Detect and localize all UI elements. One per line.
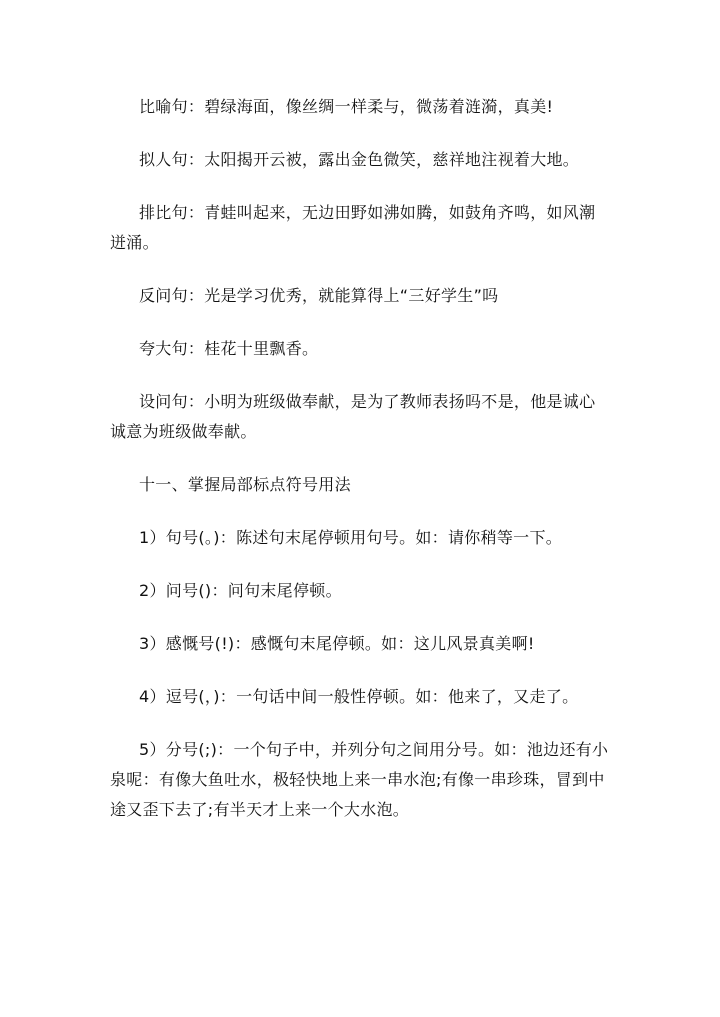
paragraph-period: 1）句号(。)：陈述句末尾停顿用句号。如：请你稍等一下。: [139, 528, 563, 547]
paragraph-question-mark: 2）问号()：问句末尾停顿。: [139, 581, 342, 600]
paragraph-set-question: 设问句：小明为班级做奉献，是为了教师表扬吗不是，他是诚心诚意为班级做奉献。: [110, 392, 596, 441]
paragraph-personification: 拟人句：太阳揭开云被，露出金色微笑，慈祥地注视着大地。: [139, 150, 580, 169]
paragraph-comma: 4）逗号(，)：一句话中间一般性停顿。如：他来了，又走了。: [139, 687, 579, 706]
paragraph-metaphor: 比喻句：碧绿海面，像丝绸一样柔与，微荡着涟漪，真美!: [139, 97, 554, 116]
paragraph-hyperbole: 夸大句：桂花十里飘香。: [139, 339, 319, 358]
paragraph-parallelism: 排比句：青蛙叫起来，无边田野如沸如腾，如鼓角齐鸣，如风潮迸涌。: [110, 203, 596, 252]
paragraph-rhetorical-question: 反问句：光是学习优秀，就能算得上“三好学生”吗: [139, 286, 499, 305]
paragraph-semicolon: 5）分号(;)：一个句子中，并列分句之间用分号。如：池边还有小泉呢：有像大鱼吐水，极轻快地上来一串水泡;有像一串珍珠，冒到中途又歪下去了;有半天才上来一个大水泡。: [110, 740, 609, 819]
section-heading-punctuation: 十一、掌握局部标点符号用法: [139, 475, 351, 494]
document-body: [110, 92, 610, 825]
paragraph-exclamation-mark: 3）感慨号(!)：感慨句末尾停顿。如：这儿风景真美啊!: [139, 634, 535, 653]
